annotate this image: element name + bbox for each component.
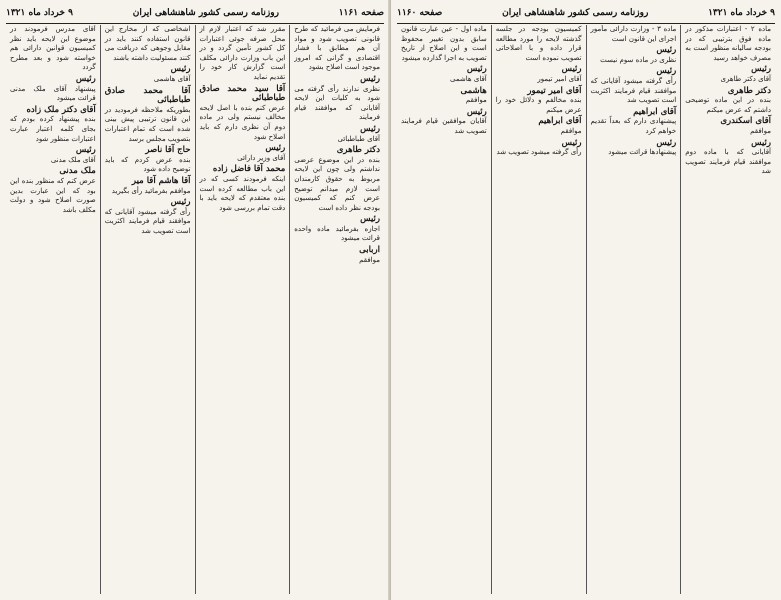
speaker-name: رئیس — [360, 214, 380, 225]
paragraph: رأی گرفته میشود آقایانی که موافقند قیام فرمایند اکثریت است تصویب شد — [104, 207, 191, 235]
paragraph: بنده در این ماده توضیحی داشتم که عرض میکنم — [685, 96, 771, 114]
paragraph: عرض کنم بنده با اصل لایحه مخالف نیستم ولی در ماده دوم آن نظری دارم که باید اصلاح شود — [199, 103, 286, 141]
speaker-name: دکتر طاهری — [727, 85, 771, 96]
speaker-name: رئیس — [656, 137, 677, 148]
text-column — [587, 25, 682, 594]
speaker-name: آقای دکتر ملک زاده — [26, 104, 96, 115]
speaker-name: آقا هاشم آقا میر — [131, 175, 191, 186]
speaker-name: رئیس — [561, 137, 582, 148]
right-page-title: روزنامه رسمی کشور شاهنشاهی ایران — [502, 8, 649, 18]
speaker-name: اربابی — [359, 245, 380, 256]
paragraph: آقای امیر تیمور — [537, 74, 582, 83]
left-page-columns — [6, 25, 384, 594]
right-page-columns — [397, 25, 775, 594]
text-column — [6, 25, 101, 594]
paragraph: رأی گرفته میشود تصویب شد — [496, 148, 582, 157]
paragraph: عرض کنم که منظور بنده این بود که این عبارت بدین صورت اصلاح شود و دولت مکلف باشد — [10, 176, 96, 214]
speaker-name: دکتر طاهری — [336, 145, 380, 156]
speaker-name: رئیس — [75, 145, 96, 156]
paragraph: موافقم بفرمائید رأی بگیرید — [111, 186, 191, 195]
paragraph: رأی گرفته میشود آقایانی که موافقند قیام فرمایند اکثریت است تصویب شد — [590, 76, 677, 105]
left-page-header — [6, 5, 384, 24]
speaker-name: آقای ابراهیم — [633, 106, 677, 117]
text-column — [290, 25, 384, 594]
left-page — [0, 0, 390, 600]
speaker-name: رئیس — [360, 73, 380, 84]
text-column — [397, 25, 492, 594]
speaker-name: رئیس — [360, 123, 380, 134]
speaker-name: رئیس — [656, 66, 677, 77]
paragraph: اجازه بفرمائید ماده واحده قرائت میشود — [294, 224, 380, 243]
speaker-name: رئیس — [561, 64, 582, 75]
right-page-header — [397, 5, 775, 24]
right-page-date: ۹ خرداد ماه ۱۳۲۱ — [708, 8, 775, 18]
paragraph: بنده در این موضوع عرضی نداشتم ولی چون این لایحه مربوط به حقوق کارمندان است لازم میدانم توضیح عرض کنم که کمیسیون بودجه نظر داده است — [294, 155, 380, 212]
speaker-name: رئیس — [466, 64, 487, 75]
text-column — [101, 25, 196, 594]
left-page-title: روزنامه رسمی کشور شاهنشاهی ایران — [132, 8, 279, 18]
paragraph: پیشنهاد آقای ملک مدنی قرائت میشود — [10, 84, 96, 103]
paragraph: پیشنهادی دارم که بعداً تقدیم خواهم کرد — [590, 117, 677, 135]
left-page-date: ۹ خرداد ماه ۱۳۲۱ — [6, 8, 73, 18]
speaker-name: محمد آقا فاضل زاده — [212, 164, 286, 175]
paragraph: آقای ملک مدنی — [50, 155, 96, 164]
paragraph: اینکه فرمودند کسی که در این باب مطالعه کرده است بنده معتقدم که لایحه باید با دقت تمام بررسی شود — [199, 174, 286, 212]
speaker-name: هاشمی — [460, 85, 487, 96]
right-page — [391, 0, 781, 600]
paragraph: مقرر شد که اعتبار لازم از محل صرفه جوئی اعتبارات کل کشور تأمین گردد و در این باب وزارت دارائی مکلف است گزارش کار خود را تقدیم نماید — [199, 25, 286, 81]
paragraph: آقای طباطبائی — [337, 134, 380, 143]
paragraph: بنده عرض کردم که باید توضیح داده شود — [104, 155, 191, 174]
speaker-name: رئیس — [170, 64, 191, 75]
paragraph: آقایانی که با ماده دوم موافقند قیام فرمایند تصویب شد — [685, 148, 771, 176]
speaker-name: آقا محمد صادق طباطبائی — [104, 85, 191, 106]
left-page-number: صفحه ۱۱۶۱ — [338, 8, 384, 18]
speaker-name: ملک مدنی — [59, 166, 96, 177]
speaker-name: رئیس — [466, 106, 487, 117]
paragraph: آقای دکتر طاهری — [720, 74, 771, 83]
paragraph: بطوریکه ملاحظه فرمودید در این قانون ترتیبی پیش بینی شده است که تمام اعتبارات بتصویب مجلس برسد — [104, 105, 191, 143]
text-column — [681, 25, 775, 594]
paragraph: آقای هاشمی — [450, 74, 487, 83]
paragraph: نظری در ماده سوم نیست — [600, 55, 677, 64]
speaker-name: رئیس — [751, 137, 771, 148]
paragraph: فرمایش می فرمائید که طرح قانونی تصویب شود و مواد آن هم مطابق با فشار اقتصادی و گرانی که امروز موجود است اصلاح بشود — [294, 25, 380, 72]
speaker-name: آقای ابراهیم — [538, 116, 582, 127]
speaker-name: رئیس — [751, 64, 771, 75]
paragraph: آقای هاشمی — [153, 74, 191, 83]
paragraph: کمیسیون بودجه در جلسه گذشته لایحه را مورد مطالعه قرار داده و با اصلاحاتی تصویب نموده است — [495, 25, 582, 62]
right-page-number: صفحه ۱۱۶۰ — [397, 8, 443, 18]
paragraph: ماده ۳ - وزارت دارائی مأمور اجرای این قانون است — [590, 25, 677, 43]
paragraph: موافقم — [750, 126, 771, 135]
paragraph: آقایان موافقین قیام فرمایند تصویب شد — [401, 117, 487, 135]
speaker-name: رئیس — [170, 197, 191, 208]
speaker-name: آقای امیر تیمور — [527, 85, 582, 96]
paragraph: موافقم — [465, 96, 487, 105]
speaker-name: حاج آقا ناصر — [145, 145, 191, 156]
text-column — [196, 25, 291, 594]
speaker-name: آقا سید محمد صادق طباطبائی — [199, 83, 286, 104]
speaker-name: رئیس — [265, 143, 286, 154]
speaker-name: رئیس — [75, 73, 96, 84]
paragraph: موافقم — [359, 255, 380, 264]
speaker-name: آقای اسکندری — [720, 116, 771, 127]
paragraph: ماده اول - عین عبارت قانون سابق بدون تغییر محفوظ است و این اصلاح از تاریخ تصویب به اجرا گذارده میشود — [401, 25, 487, 62]
paragraph: آقای وزیر دارائی — [237, 153, 286, 162]
paragraph: موافقم — [560, 126, 582, 135]
paragraph: پیشنهادها قرائت میشود — [608, 148, 677, 157]
paragraph: ماده ۲ - اعتبارات مذکور در ماده فوق بترتیبی که در بودجه سالیانه منظور است به مصرف خواهد رسید — [685, 25, 771, 62]
paragraph: بنده پیشنهاد کرده بودم که بجای کلمه اعتبار عبارت اعتبارات منظور شود — [10, 115, 96, 143]
paragraph: آقای مدرس فرمودند در موضوع این لایحه باید نظر کمیسیون قوانین دارائی هم خواسته شود و بعد مطرح گردد — [10, 25, 96, 72]
paragraph: نظری ندارند رأی گرفته می شود به کلیات این لایحه آقایانی که موافقند قیام فرمایند — [294, 84, 380, 122]
paragraph: بنده مخالفم و دلائل خود را عرض میکنم — [495, 96, 582, 114]
paragraph: اشخاصی که از مخارج این قانون استفاده کنند باید در مقابل وجوهی که دریافت می کنند مسئولیت داشته باشند — [104, 25, 191, 62]
text-column — [492, 25, 587, 594]
speaker-name: رئیس — [656, 45, 677, 56]
